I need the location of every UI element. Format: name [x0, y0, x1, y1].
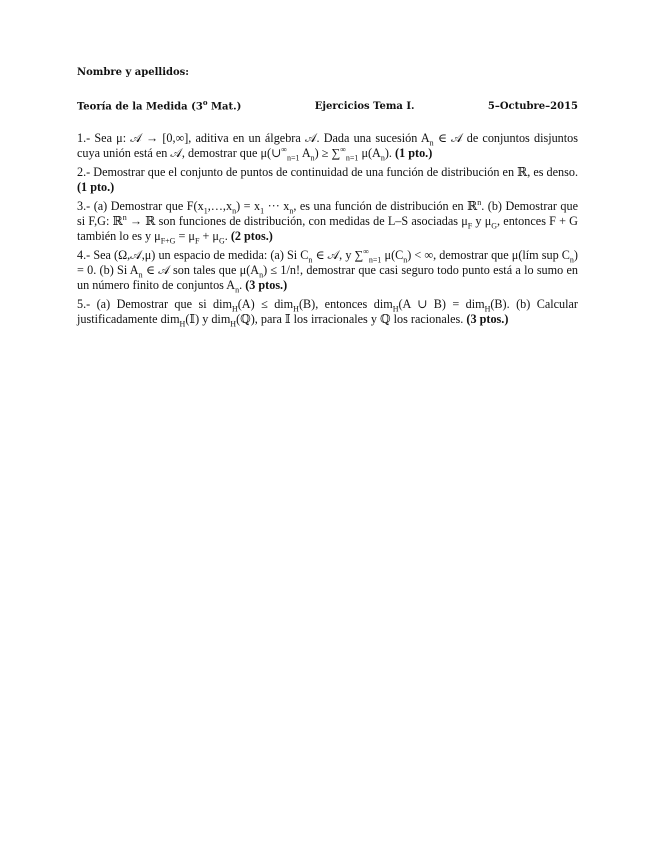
- exam-sheet: [77, 67, 578, 331]
- exercise-4: 4.- Sea (Ω,𝒜,μ) un espacio de medida: (a) Si $C_n$ ∈ 𝒜, y $\sum^\infty_{n=1}$ $\mu(C_n)$ < ∞, demostrar que μ(lím sup $C_n) = 0$. (b) Si $A_n$ ∈ 𝒜 son tales que $\mu(A_n) \le 1/n$!, demostrar que casi seguro todo punto está a lo sumo en un número finito de conjuntos $A_n$. (3 ptos.): [77, 247, 579, 295]
- exercise-1: 1.- Sea μ: 𝒜 → [0,∞], aditiva en un álgebra 𝒜. Dada una sucesión $A_n$ ∈ 𝒜 de conjuntos disjuntos cuya unión está en 𝒜, demostrar que $\mu(\cup^\infty_{n=1}$ $A_n) \ge \sum^\infty_{n=1}$ $\mu(A_n)$. (1 pto.): [77, 131, 578, 163]
- points-3: (2 ptos.): [230, 229, 273, 244]
- exercise-list: [77, 131, 578, 327]
- exercise-set-title: Ejercicios Tema I.: [314, 101, 415, 113]
- date: 5–Octubre–2015: [487, 101, 578, 113]
- exercise-5: 5.- (a) Demostrar que si dim$_H$(A) ≤ dim$_H$(B), entonces dim$_H$(A ∪ B) = dim$_H$(B). (b) Calcular justificadamente dim$_H$(𝕀) y dim$_H$(ℚ), para 𝕀 los irracionales y ℚ los racionales. (3 ptos.): [77, 297, 578, 329]
- exercise-2: 2.- Demostrar que el conjunto de puntos de continuidad de una función de distribución en ℝ, es denso. (1 pto.): [77, 165, 579, 195]
- points-5: (3 ptos.): [466, 312, 509, 327]
- name-label: Nombre y apellidos:: [77, 67, 190, 78]
- points-4: (3 ptos.): [245, 278, 288, 293]
- points-2: (1 pto.): [77, 180, 115, 195]
- exercise-3: 3.- (a) Demostrar que $F(x_1,\dots,x_n) = x_1$ ··· $x_n$, es una función de distribución en ℝ$^n$. (b) Demostrar que si F,G: ℝ$^n$ → ℝ son funciones de distribución, con medidas de L–S asociadas $\mu_F$ y $\mu_G$, entonces F + G también lo es y $\mu_{F+G} = \mu_F + \mu_G$. (2 ptos.): [77, 198, 579, 246]
- header-row: [77, 98, 578, 112]
- course-title: Teoría de la Medida (3$^o$ Mat.): [77, 98, 242, 113]
- points-1: (1 pto.): [395, 146, 433, 161]
